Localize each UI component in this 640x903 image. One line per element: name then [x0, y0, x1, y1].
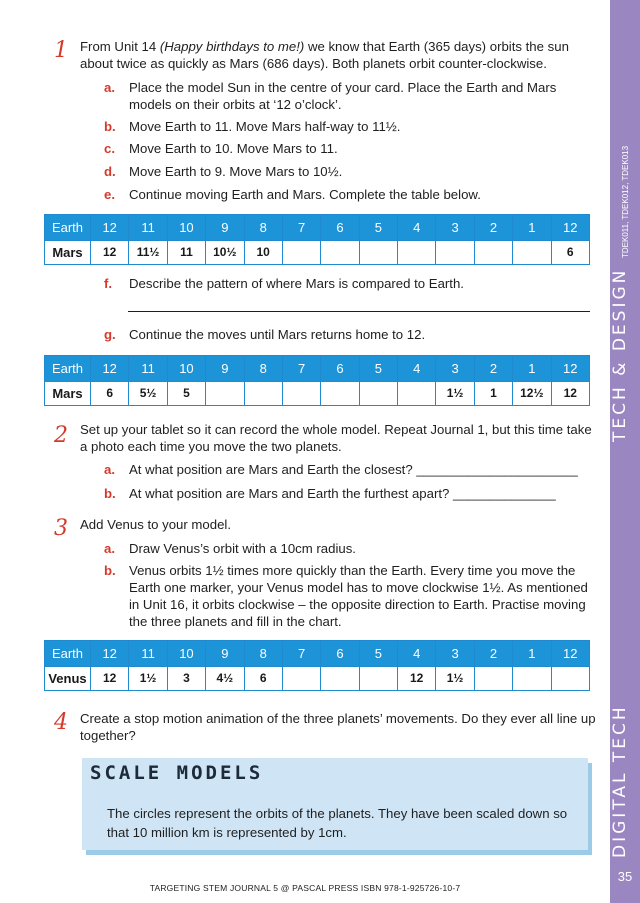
table-cell: 6: [321, 356, 359, 382]
item-letter: e.: [104, 187, 115, 202]
table-cell[interactable]: [551, 667, 590, 691]
q1-intro-italic: (Happy birthdays to me!): [159, 39, 305, 54]
q1-intro-b: we know that Earth (365 days) orbits the sun about twice as quickly as Mars (686 days). Both planets orbit counter-clockwise.: [80, 39, 569, 71]
question-2-text: Set up your tablet so it can record the whole model. Repeat Journal 1, but this time take a photo each time you move the two planets.: [80, 422, 592, 454]
table-cell: 12: [551, 215, 590, 241]
q3-item-a: [104, 540, 594, 557]
table-cell: 12½: [513, 382, 551, 406]
table-cell: 2: [474, 641, 512, 667]
table-cell[interactable]: [282, 241, 320, 265]
table-cell: 12: [398, 667, 436, 691]
table-row: [45, 382, 590, 406]
question-number-1: 1: [54, 38, 68, 63]
item-text: Move Earth to 11. Move Mars half-way to 11½.: [129, 119, 401, 134]
table-cell: 10: [244, 241, 282, 265]
table-cell[interactable]: [436, 241, 474, 265]
item-letter: d.: [104, 164, 116, 179]
table-header-row: [45, 215, 590, 241]
item-text[interactable]: At what position are Mars and Earth the closest? ______________________: [129, 462, 578, 477]
item-letter: g.: [104, 327, 116, 342]
item-text: Move Earth to 10. Move Mars to 11.: [129, 141, 338, 156]
table-cell: 1½: [436, 667, 474, 691]
section-tech-design: TECH & DESIGN: [610, 267, 630, 442]
earth-mars-table-2: [44, 355, 590, 406]
table-cell: 8: [244, 356, 282, 382]
item-letter: a.: [104, 462, 115, 477]
table-cell: 12: [551, 641, 590, 667]
answer-line[interactable]: [128, 311, 590, 312]
table-cell: 3: [436, 356, 474, 382]
table-cell: 4: [398, 641, 436, 667]
table-cell: 1½: [129, 667, 167, 691]
item-text: Move Earth to 9. Move Mars to 10½.: [129, 164, 343, 179]
table-cell: 12: [91, 356, 129, 382]
table-cell: 6: [91, 382, 129, 406]
table-cell: 1½: [436, 382, 474, 406]
question-1-intro: [80, 38, 600, 72]
table-cell: 7: [282, 215, 320, 241]
table-cell: Venus: [45, 667, 91, 691]
item-text: Draw Venus’s orbit with a 10cm radius.: [129, 541, 356, 556]
table-cell[interactable]: [359, 241, 397, 265]
table-cell: 4½: [206, 667, 244, 691]
table-cell: 12: [551, 356, 590, 382]
question-number-4: 4: [54, 710, 68, 735]
table-cell: 9: [206, 356, 244, 382]
table-cell: 2: [474, 215, 512, 241]
table-row: [45, 667, 590, 691]
item-text: Venus orbits 1½ times more quickly than the Earth. Every time you move the Earth one marker, your Venus model has to move clockwise 1½. As mentioned in Unit 16, it orbits clockwise – the opposite direction to Earth. Practise moving the three planets and fill in the chart.: [129, 563, 588, 629]
table-cell: Earth: [45, 356, 91, 382]
table-header-row: [45, 356, 590, 382]
q1-item-c: [104, 140, 594, 157]
table-cell: 1: [474, 382, 512, 406]
table-cell: 5½: [129, 382, 167, 406]
item-letter: a.: [104, 80, 115, 95]
table-cell: 6: [551, 241, 590, 265]
page-number: 35: [617, 869, 633, 884]
question-3-text: Add Venus to your model.: [80, 517, 232, 532]
question-4-text: Create a stop motion animation of the three planets’ movements. Do they ever all line up together?: [80, 711, 596, 743]
table-cell[interactable]: [282, 382, 320, 406]
earth-venus-table: [44, 640, 590, 691]
table-cell: 6: [321, 641, 359, 667]
section-digital-tech: DIGITAL TECH: [610, 704, 630, 858]
item-text: Continue the moves until Mars returns home to 12.: [129, 327, 426, 342]
table-cell: 1: [513, 356, 551, 382]
item-text: Describe the pattern of where Mars is compared to Earth.: [129, 276, 464, 291]
q2-item-a: [104, 461, 594, 478]
table-cell[interactable]: [513, 241, 551, 265]
table-cell: 12: [91, 241, 129, 265]
table-cell[interactable]: [359, 382, 397, 406]
table-cell: Earth: [45, 215, 91, 241]
table-cell: Mars: [45, 382, 91, 406]
item-letter: f.: [104, 276, 113, 291]
table-cell: 3: [436, 641, 474, 667]
table-cell[interactable]: [321, 382, 359, 406]
item-letter: c.: [104, 141, 115, 156]
table-cell: 12: [551, 382, 590, 406]
q1-item-d: [104, 163, 594, 180]
table-cell: Earth: [45, 641, 91, 667]
q1-item-e: [104, 186, 594, 203]
q1-item-b: [104, 118, 594, 135]
table-cell: 2: [474, 356, 512, 382]
table-cell: 11: [167, 241, 205, 265]
question-number-3: 3: [54, 516, 68, 541]
q3-item-b: [104, 562, 594, 630]
question-number-2: 2: [54, 423, 68, 448]
table-cell: 9: [206, 641, 244, 667]
table-cell: 8: [244, 215, 282, 241]
table-cell: 5: [359, 215, 397, 241]
table-cell[interactable]: [513, 667, 551, 691]
table-cell: 11: [129, 356, 167, 382]
page-footer: TARGETING STEM JOURNAL 5 @ PASCAL PRESS ISBN 978-1-925726-10-7: [149, 883, 461, 893]
table-cell: 11½: [129, 241, 167, 265]
item-letter: a.: [104, 541, 115, 556]
table-row: [45, 241, 590, 265]
item-letter: b.: [104, 119, 116, 134]
table-cell: 10: [167, 641, 205, 667]
table-cell: 5: [359, 641, 397, 667]
table-cell[interactable]: [398, 382, 436, 406]
q1-item-a: [104, 79, 594, 113]
table-cell: 8: [244, 641, 282, 667]
table-cell[interactable]: [474, 667, 512, 691]
table-cell: 6: [321, 215, 359, 241]
table-cell: 3: [436, 215, 474, 241]
q1-intro-a: From Unit 14: [80, 39, 160, 54]
item-text: Continue moving Earth and Mars. Complete the table below.: [129, 187, 481, 202]
table-cell: 4: [398, 215, 436, 241]
table-cell: 5: [167, 382, 205, 406]
table-cell: Mars: [45, 241, 91, 265]
table-cell: 12: [91, 215, 129, 241]
table-cell: 1: [513, 215, 551, 241]
table-cell: 11: [129, 641, 167, 667]
table-cell[interactable]: [206, 382, 244, 406]
table-cell: 9: [206, 215, 244, 241]
table-cell: 11: [129, 215, 167, 241]
table-cell[interactable]: [474, 241, 512, 265]
q1-item-g: [104, 326, 594, 343]
table-cell[interactable]: [321, 667, 359, 691]
table-cell: 12: [91, 641, 129, 667]
table-cell[interactable]: [398, 241, 436, 265]
table-cell: 7: [282, 641, 320, 667]
q2-item-b: [104, 485, 594, 502]
table-cell: 5: [359, 356, 397, 382]
scale-models-text: The circles represent the orbits of the planets. They have been scaled down so that 10 million km is represented by 1cm.: [107, 806, 568, 840]
earth-mars-table-1: [44, 214, 590, 265]
item-text: Place the model Sun in the centre of your card. Place the Earth and Mars models on their orbits at ‘12 o’clock’.: [129, 80, 557, 112]
item-text[interactable]: At what position are Mars and Earth the furthest apart? ______________: [129, 486, 556, 501]
curriculum-codes: TDEK011, TDEK012, TDEK013: [621, 145, 630, 258]
table-cell: 6: [244, 667, 282, 691]
table-cell: 4: [398, 356, 436, 382]
table-cell[interactable]: [359, 667, 397, 691]
table-cell[interactable]: [244, 382, 282, 406]
table-cell[interactable]: [282, 667, 320, 691]
table-header-row: [45, 641, 590, 667]
table-cell: 1: [513, 641, 551, 667]
table-cell: 10: [167, 215, 205, 241]
scale-models-title: SCALE MODELS: [90, 762, 264, 784]
table-cell: 7: [282, 356, 320, 382]
table-cell: 3: [167, 667, 205, 691]
table-cell: 10½: [206, 241, 244, 265]
table-cell: 12: [91, 667, 129, 691]
table-cell[interactable]: [321, 241, 359, 265]
item-letter: b.: [104, 563, 116, 578]
q1-item-f: [104, 275, 594, 292]
table-cell: 10: [167, 356, 205, 382]
item-letter: b.: [104, 486, 116, 501]
